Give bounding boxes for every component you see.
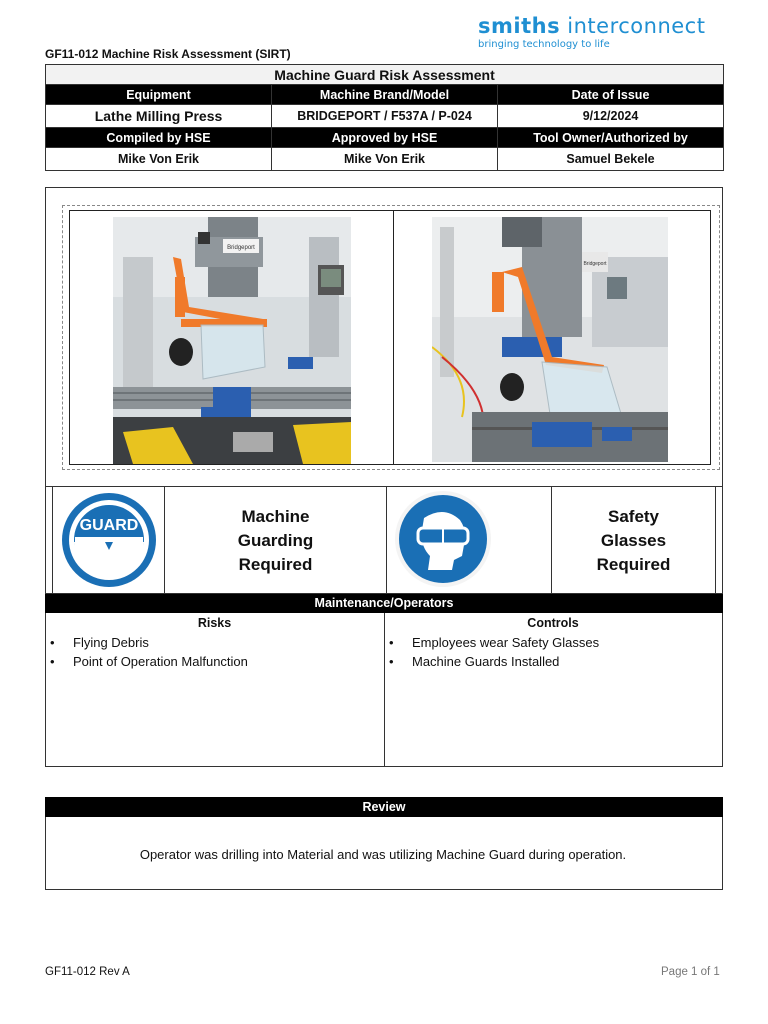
- tool-owner-value: Samuel Bekele: [498, 148, 724, 171]
- tool-owner-label: Tool Owner/Authorized by: [498, 128, 724, 148]
- review-text: Operator was drilling into Material and was utilizing Machine Guard during operation.: [139, 847, 627, 862]
- photo1-brand-label: Bridgeport: [227, 245, 255, 251]
- risks-header: Risks: [197, 616, 232, 630]
- review-header: Review: [45, 797, 723, 817]
- brand-model-value: BRIDGEPORT / F537A / P-024: [272, 105, 498, 128]
- list-item: • Flying Debris: [46, 633, 248, 652]
- assessment-title: Machine Guard Risk Assessment: [46, 65, 724, 85]
- list-item: • Point of Operation Malfunction: [46, 652, 248, 671]
- assessment-header-table: [45, 64, 724, 171]
- list-item: • Machine Guards Installed: [385, 652, 599, 671]
- maintenance-header: Maintenance/Operators: [45, 594, 723, 613]
- controls-list: [385, 633, 599, 671]
- equipment-value: Lathe Milling Press: [46, 105, 272, 128]
- safety-glasses-text: Safety Glasses Required: [596, 507, 671, 574]
- photo2-brand-label: Bridgeport: [583, 261, 607, 267]
- equipment-label: Equipment: [46, 85, 272, 105]
- guard-icon-text: GUARD: [79, 517, 139, 534]
- brand-model-label: Machine Brand/Model: [272, 85, 498, 105]
- company-logo: [478, 14, 748, 51]
- approved-by-label: Approved by HSE: [272, 128, 498, 148]
- footer-revision: GF11-012 Rev A: [45, 966, 130, 978]
- machine-guarding-text: Machine Guarding Required: [237, 507, 314, 574]
- document-title: GF11-012 Machine Risk Assessment (SIRT): [45, 47, 291, 61]
- list-item: • Employees wear Safety Glasses: [385, 633, 599, 652]
- signs-divider-2: [386, 486, 387, 593]
- compiled-by-label: Compiled by HSE: [46, 128, 272, 148]
- logo-tagline: bringing technology to life: [478, 39, 610, 50]
- date-label: Date of Issue: [498, 85, 724, 105]
- safety-glasses-icon: [394, 490, 492, 588]
- footer-page-number: Page 1 of 1: [661, 966, 720, 978]
- signs-divider-0: [52, 486, 53, 593]
- guard-icon: [61, 492, 157, 588]
- machine-photo-side: [432, 217, 668, 462]
- signs-divider-4: [715, 486, 716, 593]
- compiled-by-value: Mike Von Erik: [46, 148, 272, 171]
- date-value: 9/12/2024: [498, 105, 724, 128]
- logo-wordmark: smiths interconnect: [478, 14, 706, 38]
- machine-photo-front: [113, 217, 351, 464]
- approved-by-value: Mike Von Erik: [272, 148, 498, 171]
- controls-header: Controls: [527, 616, 579, 630]
- risks-list: [46, 633, 248, 671]
- photo-divider: [393, 210, 394, 464]
